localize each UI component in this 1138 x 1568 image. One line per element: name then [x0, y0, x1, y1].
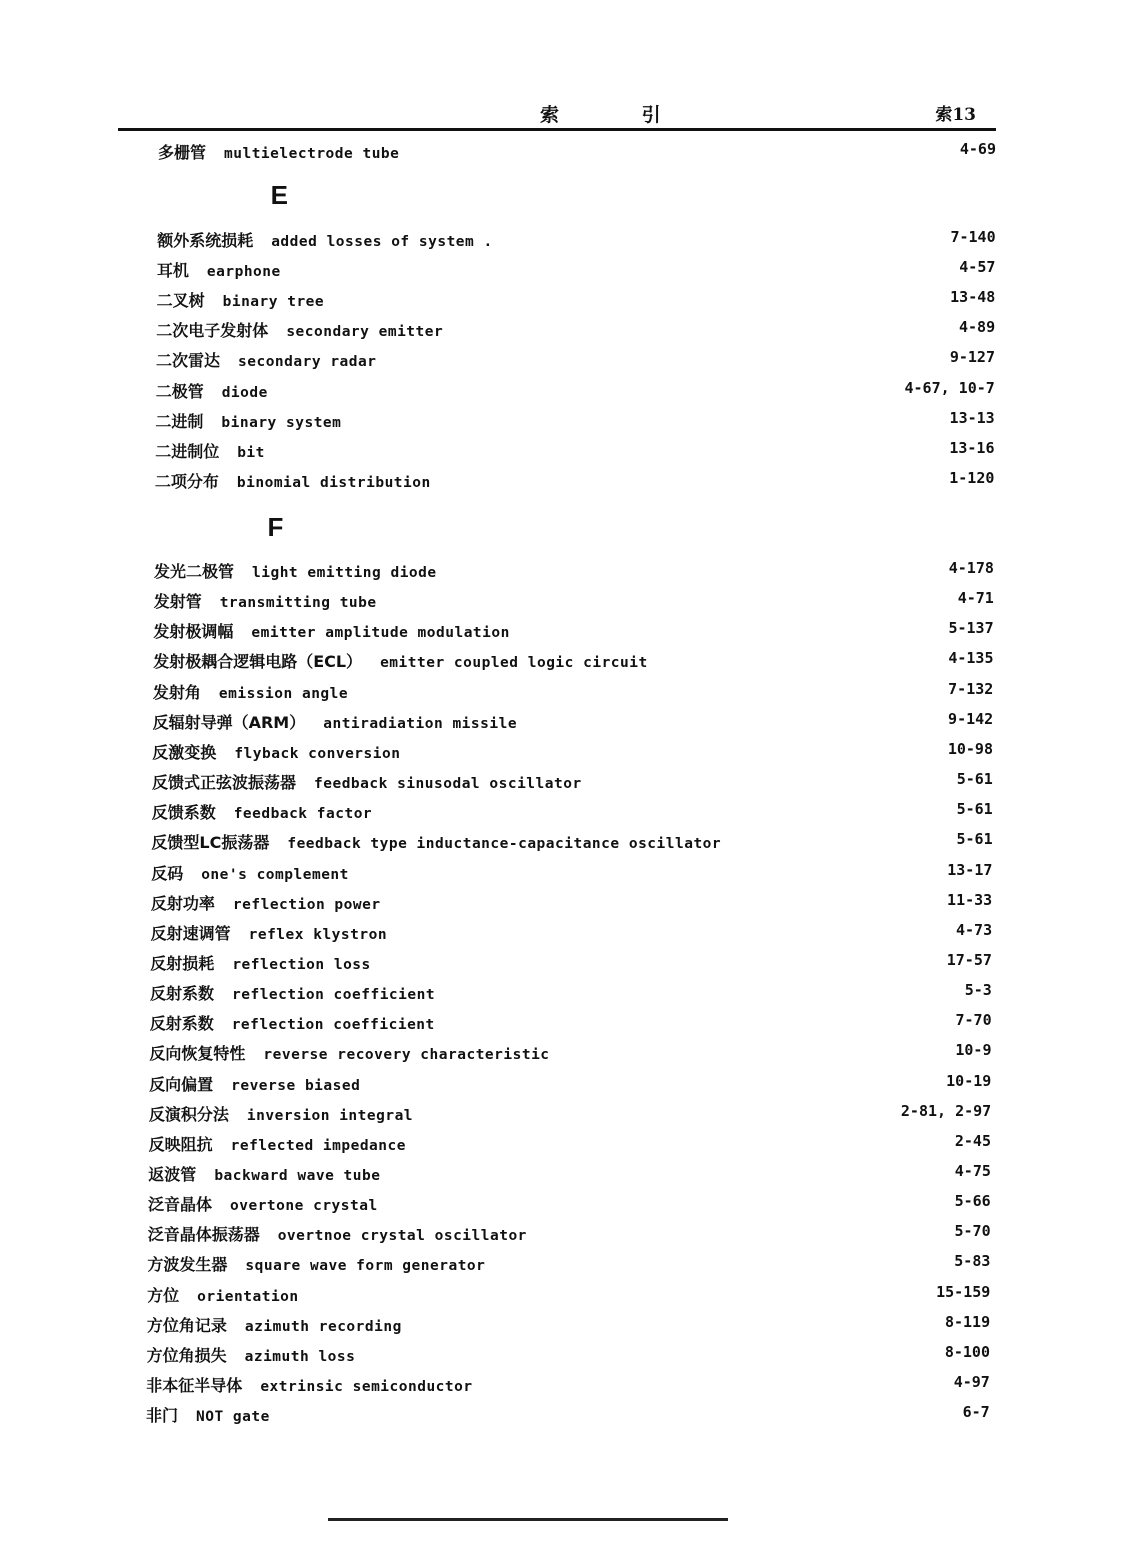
entry-chinese-term: 二次电子发射体 [156, 321, 269, 340]
index-entry [155, 439, 265, 463]
entry-chinese-term: 二进制位 [155, 442, 220, 461]
entry-chinese-term: 反射功率 [150, 894, 215, 913]
section-letter: F [267, 512, 284, 542]
index-entry [147, 1283, 299, 1307]
entry-chinese-term: 二项分布 [154, 472, 219, 491]
index-entry [153, 649, 648, 673]
entry-chinese-term: 反向偏置 [149, 1075, 214, 1094]
index-entry [154, 589, 377, 613]
entry-page-reference: 4-75 [954, 1162, 991, 1180]
entry-chinese-term: 发射极耦合逻辑电路（ECL） [153, 652, 363, 671]
entry-chinese-term: 泛音晶体 [148, 1195, 213, 1214]
entry-english-term: reflected impedance [230, 1138, 406, 1154]
index-entry [151, 861, 349, 885]
entry-english-term: overtone crystal [230, 1198, 378, 1214]
entry-chinese-term: 反演积分法 [148, 1105, 229, 1124]
entry-page-reference: 11-33 [947, 891, 993, 909]
entry-page-reference: 4-97 [953, 1373, 990, 1391]
entry-page-reference: 5-3 [964, 981, 992, 999]
entry-english-term: transmitting tube [219, 595, 377, 611]
entry-english-term: feedback factor [233, 806, 373, 822]
entry-page-reference: 10-98 [947, 740, 993, 758]
entry-chinese-term: 反射损耗 [150, 954, 215, 973]
entry-english-term: feedback sinusodal oscillator [314, 776, 582, 792]
entry-page-reference: 4-57 [959, 258, 996, 276]
entry-english-term: flyback conversion [234, 746, 401, 762]
entry-page-reference: 10-9 [955, 1041, 992, 1059]
entry-chinese-term: 二叉树 [156, 291, 205, 310]
entry-chinese-term: 反向恢复特性 [149, 1044, 246, 1063]
entry-english-term: NOT gate [196, 1409, 270, 1425]
entry-page-reference: 5-70 [954, 1222, 991, 1240]
entry-english-term: emitter amplitude modulation [251, 625, 510, 641]
entry-page-reference: 5-61 [956, 830, 993, 848]
entry-english-term: reverse recovery characteristic [263, 1047, 550, 1063]
index-entry [149, 1072, 360, 1096]
entry-chinese-term: 方位角损失 [146, 1346, 227, 1365]
entry-english-term: binary tree [222, 294, 325, 310]
entry-page-reference: 10-19 [946, 1072, 992, 1090]
index-entry [152, 740, 400, 764]
entry-english-term: feedback type inductance-capacitance oscillator [287, 836, 722, 852]
entry-chinese-term: 额外系统损耗 [157, 231, 254, 250]
entry-page-reference: 5-61 [956, 800, 993, 818]
entry-english-term: reflection power [232, 897, 381, 913]
entry-page-reference: 5-61 [956, 770, 993, 788]
entry-chinese-term: 多栅管 [158, 143, 207, 162]
entry-page-reference: 5-137 [948, 619, 994, 637]
entry-english-term: overtnoe crystal oscillator [277, 1228, 527, 1244]
index-entry [151, 891, 381, 915]
header-title: 索 引 [540, 104, 699, 126]
entry-page-reference: 8-100 [944, 1343, 990, 1361]
index-entry [151, 921, 387, 945]
entry-chinese-term: 反馈式正弦波振荡器 [152, 773, 297, 792]
index-entry [155, 469, 431, 493]
entry-page-reference: 9-127 [949, 348, 995, 366]
entry-chinese-term: 发射管 [153, 592, 202, 611]
entry-english-term: one's complement [201, 867, 349, 883]
entry-english-term: reflection loss [232, 957, 371, 973]
entry-english-term: reflection coefficient [232, 987, 436, 1003]
index-entry [150, 1011, 435, 1035]
entry-page-reference: 7-132 [948, 680, 994, 698]
index-entry [151, 830, 721, 854]
entry-english-term: diode [221, 385, 268, 401]
index-entry [147, 1343, 356, 1367]
index-entry [156, 318, 443, 342]
entry-page-reference: 4-67, 10-7 [904, 379, 995, 397]
entry-english-term: square wave form generator [245, 1258, 486, 1274]
index-entry [157, 258, 281, 282]
index-entry [150, 951, 370, 975]
entry-english-term: azimuth loss [244, 1349, 356, 1365]
index-entry [157, 288, 325, 312]
entry-chinese-term: 方波发生器 [147, 1255, 228, 1274]
entry-page-reference: 13-16 [949, 439, 995, 457]
index-entry [152, 770, 582, 794]
index-entry [149, 1041, 549, 1065]
index-entry [149, 1132, 406, 1156]
entry-page-reference: 6-7 [962, 1403, 990, 1421]
entry-english-term: azimuth recording [244, 1319, 402, 1335]
index-entry [148, 1192, 378, 1216]
entry-english-term: binary system [221, 415, 342, 431]
entry-page-reference: 2-45 [954, 1132, 991, 1150]
entry-english-term: binomial distribution [236, 475, 431, 491]
entry-chinese-term: 泛音晶体振荡器 [147, 1225, 260, 1244]
entry-english-term: backward wave tube [214, 1168, 381, 1184]
entry-chinese-term: 反激变换 [152, 743, 217, 762]
entry-chinese-term: 耳机 [156, 261, 189, 280]
entry-english-term: orientation [197, 1289, 299, 1305]
entry-page-reference: 15-159 [936, 1283, 991, 1301]
header-page-number: 索13 [935, 105, 976, 125]
header-rule [118, 128, 996, 131]
index-entry [153, 680, 348, 704]
entry-chinese-term: 反码 [151, 864, 184, 883]
entry-page-reference: 2-81, 2-97 [900, 1102, 992, 1120]
index-entry [155, 409, 341, 433]
entry-english-term: inversion integral [246, 1108, 414, 1124]
entry-page-reference: 4-69 [959, 140, 996, 158]
entry-english-term: reflection coefficient [231, 1017, 435, 1033]
entry-english-term: multielectrode tube [224, 146, 400, 162]
index-entry [156, 379, 268, 403]
entry-chinese-term: 反馈型LC振荡器 [151, 833, 270, 852]
entry-english-term: earphone [206, 264, 281, 280]
entry-english-term: antiradiation missile [323, 716, 518, 732]
entry-chinese-term: 反射速调管 [150, 924, 231, 943]
index-entry [152, 800, 372, 824]
entry-english-term: emitter coupled logic circuit [380, 655, 648, 671]
footer-rule [328, 1518, 728, 1521]
entry-chinese-term: 反射系数 [149, 1014, 214, 1033]
entry-chinese-term: 非本征半导体 [146, 1376, 243, 1395]
entry-page-reference: 4-135 [948, 649, 994, 667]
entry-chinese-term: 二极管 [155, 382, 204, 401]
index-entry [147, 1313, 402, 1337]
entry-chinese-term: 非门 [146, 1406, 179, 1425]
index-entry [157, 228, 493, 252]
entry-english-term: emission angle [218, 686, 349, 702]
entry-page-reference: 13-48 [950, 288, 996, 306]
index-entry [148, 1222, 527, 1246]
index-entry [153, 619, 509, 643]
entry-english-term: extrinsic semiconductor [260, 1379, 473, 1395]
index-entry [154, 559, 437, 583]
index-entry [148, 1162, 380, 1186]
entry-page-reference: 13-17 [947, 861, 993, 879]
entry-page-reference: 7-140 [950, 228, 996, 246]
index-entry [147, 1252, 485, 1276]
entry-chinese-term: 发光二极管 [154, 562, 235, 581]
entry-chinese-term: 反映阻抗 [148, 1135, 213, 1154]
entry-chinese-term: 方位 [147, 1286, 180, 1305]
section-letter: E [270, 180, 288, 210]
entry-english-term: bit [237, 445, 265, 461]
entry-english-term: reverse biased [231, 1078, 361, 1094]
entry-english-term: light emitting diode [252, 565, 437, 581]
index-entry [158, 140, 399, 164]
entry-page-reference: 4-71 [957, 589, 994, 607]
entry-page-reference: 17-57 [946, 951, 992, 969]
entry-chinese-term: 发射角 [152, 683, 201, 702]
index-entry [146, 1373, 472, 1397]
entry-english-term: secondary radar [238, 354, 377, 370]
entry-page-reference: 9-142 [948, 710, 994, 728]
entry-page-reference: 4-89 [958, 318, 996, 336]
index-entry [149, 1102, 413, 1126]
page-header [120, 100, 996, 126]
index-entry [153, 710, 517, 734]
entry-english-term: reflex klystron [248, 927, 388, 943]
entry-page-reference: 8-119 [944, 1313, 991, 1331]
entry-page-reference: 4-73 [955, 921, 993, 939]
entry-page-reference: 1-120 [949, 469, 995, 487]
entry-chinese-term: 二次雷达 [156, 351, 221, 370]
entry-english-term: added losses of system . [271, 234, 493, 250]
entry-chinese-term: 反馈系数 [151, 803, 216, 822]
entry-page-reference: 4-178 [948, 559, 994, 577]
entry-page-reference: 13-13 [949, 409, 995, 427]
entry-page-reference: 7-70 [955, 1011, 992, 1029]
entry-page-reference: 5-83 [954, 1252, 991, 1270]
entry-chinese-term: 方位角记录 [146, 1316, 227, 1335]
index-entry [146, 1403, 270, 1427]
entry-chinese-term: 反射系数 [150, 984, 215, 1003]
entry-chinese-term: 二进制 [155, 412, 204, 431]
entry-chinese-term: 反辐射导弹（ARM） [152, 713, 306, 732]
entry-chinese-term: 返波管 [148, 1165, 197, 1184]
entry-english-term: secondary emitter [286, 324, 444, 340]
index-entry [156, 348, 376, 372]
index-entry [150, 981, 435, 1005]
entry-page-reference: 5-66 [954, 1192, 991, 1210]
entry-chinese-term: 发射极调幅 [153, 622, 234, 641]
